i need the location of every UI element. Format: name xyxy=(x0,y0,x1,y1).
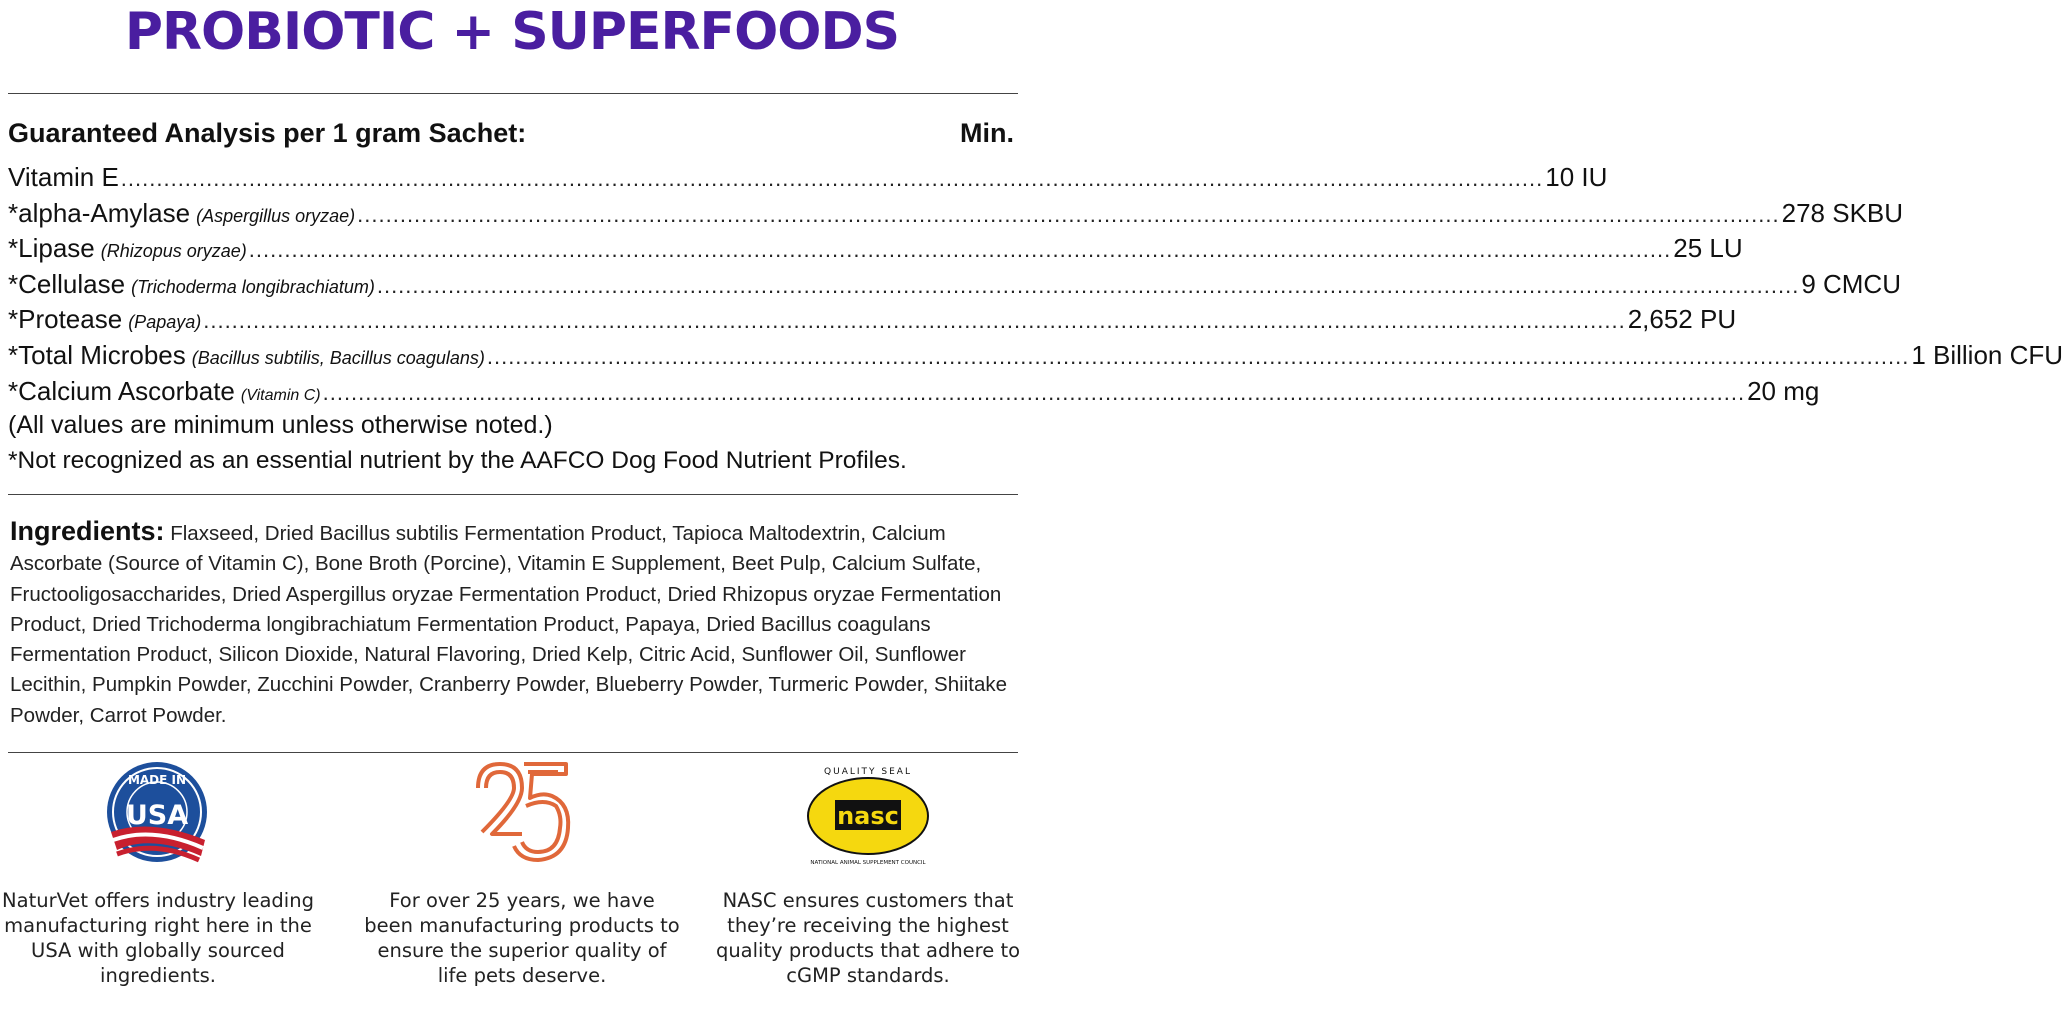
nutrient-value: 10 IU xyxy=(1545,162,1608,192)
nutrient-source: (Papaya) xyxy=(128,312,202,333)
divider-top xyxy=(8,93,1018,94)
nutrient-source: (Aspergillus oryzae) xyxy=(196,205,356,226)
years-description: For over 25 years, we have been manufacturing products to ensure the superior quality of life pets deserve. xyxy=(364,889,680,987)
dot-leader: ........................................................................................................................................................................................................ xyxy=(203,308,1626,334)
nutrient-value: 20 mg xyxy=(1747,375,1820,406)
nutrient-source: (Bacillus subtilis, Bacillus coagulans) xyxy=(191,347,485,368)
dot-leader: ........................................................................................................................................................................................................ xyxy=(357,201,1780,227)
nutrient-value: 278 SKBU xyxy=(1781,197,1904,228)
ingredients-text: Flaxseed, Dried Bacillus subtilis Fermentation Product, Tapioca Maltodextrin, Calcium Ascorbate (Source of Vitamin C), Bone Broth (Porcine), Vitamin E Supplement, Beet Pulp, Calcium Sulfate, Fructooligosaccharides, Dried Aspergillus oryzae Fermentation Product, Dried Rhizopus oryzae Fermentation Product, Dried Trichoderma longibrachiatum Fermentation Product, Papaya, Dried Bacillus coagulans Fermentation Product, Silicon Dioxide, Natural Flavoring, Dried Kelp, Citric Acid, Sunflower Oil, Sunflower Lecithin, Pumpkin Powder, Zucchini Powder, Cranberry Powder, Blueberry Powder, Turmeric Powder, Shiitake Powder, Carrot Powder. xyxy=(10,522,1007,727)
ingredients-block xyxy=(10,516,1016,731)
dot-leader: ........................................................................................................................................................................................................ xyxy=(376,272,1800,298)
ingredients-label: Ingredients: xyxy=(10,516,165,546)
twenty-five-years-column xyxy=(362,760,682,1020)
nutrient-source: (Vitamin C) xyxy=(240,386,321,404)
analysis-row xyxy=(8,339,2063,376)
nutrient-source: (Trichoderma longibrachiatum) xyxy=(131,276,375,297)
analysis-header xyxy=(8,118,1014,154)
nutrient-value: 1 Billion CFU xyxy=(1911,339,2063,370)
dot-leader: ........................................................................................................................................................................................................ xyxy=(322,379,1746,405)
nutrient-name: Vitamin E xyxy=(8,162,119,192)
nutrient-source: (Rhizopus oryzae) xyxy=(100,241,247,262)
nasc-top-text: QUALITY SEAL xyxy=(824,767,912,777)
analysis-row xyxy=(8,233,1743,269)
nutrient-value: 9 CMCU xyxy=(1801,268,1901,299)
nasc-description: NASC ensures customers that they’re receiving the highest quality products that adhere to cGMP standards. xyxy=(715,889,1021,987)
usa-seal-line2: USA xyxy=(125,800,189,831)
nutrient-name: *Lipase xyxy=(8,233,95,264)
nutrient-value: 2,652 PU xyxy=(1627,304,1737,335)
aafco-note: *Not recognized as an essential nutrient by the AAFCO Dog Food Nutrient Profiles. xyxy=(8,446,907,474)
nasc-mark: nasc xyxy=(837,802,899,830)
page-title: PROBIOTIC + SUPERFOODS xyxy=(124,2,900,62)
divider-bottom xyxy=(8,752,1018,753)
nasc-column xyxy=(708,760,1028,1020)
min-label: Min. xyxy=(960,118,1014,148)
nutrient-name: *Protease xyxy=(8,304,123,335)
nutrient-value: 25 LU xyxy=(1673,233,1743,264)
dot-leader: ........................................................................................................................................................................................................ xyxy=(248,237,1672,263)
nutrient-name: *alpha-Amylase xyxy=(8,197,191,228)
nutrient-name: *Calcium Ascorbate xyxy=(8,375,235,406)
divider-middle xyxy=(8,494,1018,495)
analysis-row xyxy=(8,304,1737,340)
dot-leader: ........................................................................................................................................................................................................ xyxy=(120,166,1544,191)
made-in-usa-column xyxy=(0,760,318,1020)
analysis-row xyxy=(8,268,1901,305)
analysis-row xyxy=(8,197,1904,234)
analysis-note: (All values are minimum unless otherwise noted.) xyxy=(8,411,553,440)
usa-seal-line1: MADE IN xyxy=(127,773,187,787)
dot-leader: ........................................................................................................................................................................................................ xyxy=(486,343,1910,369)
analysis-heading: Guaranteed Analysis per 1 gram Sachet: xyxy=(8,118,527,148)
analysis-row xyxy=(8,162,1608,198)
analysis-row xyxy=(8,375,1820,412)
usa-description: NaturVet offers industry leading manufacturing right here in the USA with globally sourced ingredients. xyxy=(2,889,314,987)
twenty-five-years-icon xyxy=(472,760,572,870)
made-in-usa-seal-icon xyxy=(101,760,215,870)
nasc-quality-seal-icon xyxy=(793,760,943,870)
nasc-bottom-text: NATIONAL ANIMAL SUPPLEMENT COUNCIL xyxy=(810,860,926,866)
nutrient-name: *Total Microbes xyxy=(8,339,186,370)
nutrient-name: *Cellulase xyxy=(8,268,126,299)
analysis-table xyxy=(8,162,2063,482)
